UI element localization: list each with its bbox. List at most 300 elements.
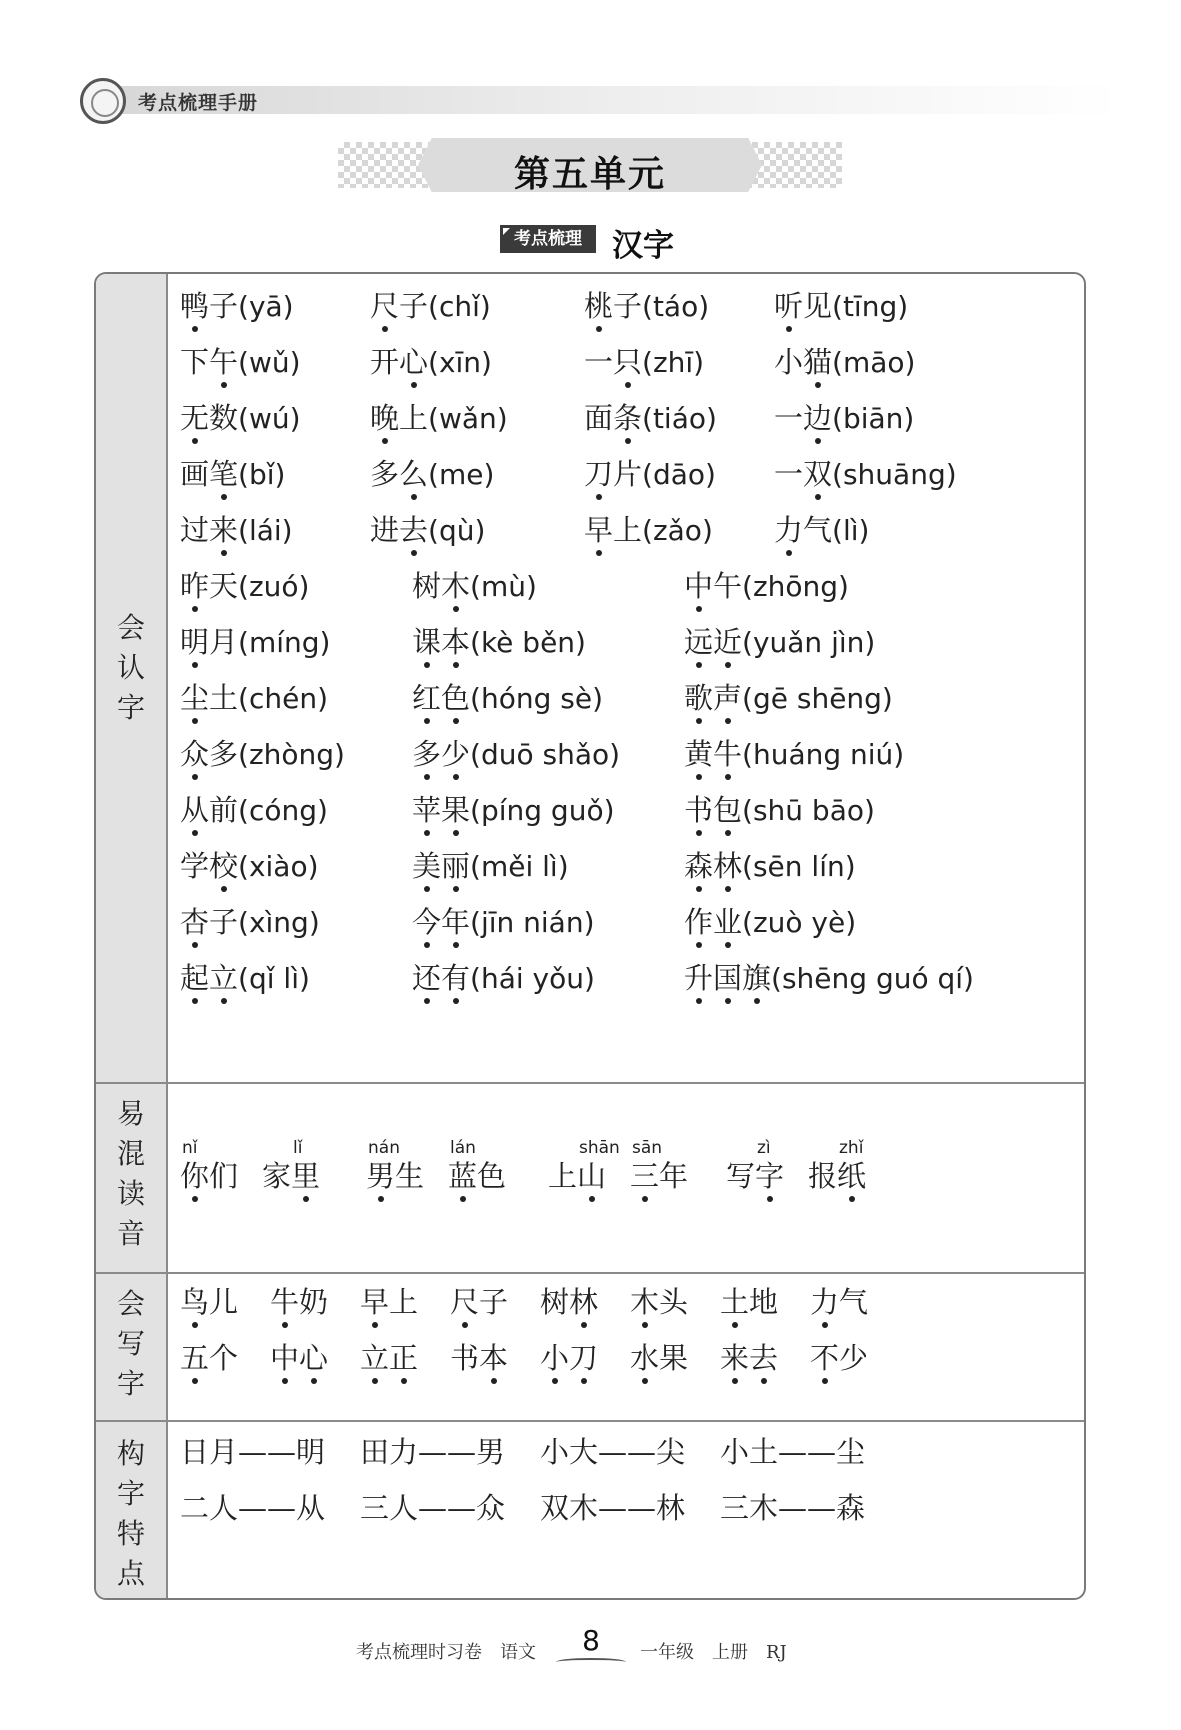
pinyin: (māo) — [832, 346, 916, 379]
vocab-entry — [412, 790, 615, 831]
hanzi-char: 去 — [399, 510, 428, 550]
hanzi-char: 旗 — [742, 958, 771, 998]
pinyin: (chén) — [238, 682, 328, 715]
hanzi-char: 苹 — [412, 790, 441, 830]
vocab-entry — [412, 958, 595, 999]
hanzi-char: 里 — [291, 1156, 320, 1196]
hanzi-char: 森 — [684, 846, 713, 886]
label-char: 点 — [116, 1557, 145, 1590]
hanzi-char: 书 — [684, 790, 713, 830]
hanzi-char: 蓝 — [448, 1156, 477, 1196]
vocab-entry — [370, 286, 491, 327]
hanzi-char: 明 — [180, 622, 209, 662]
label-char: 会 — [116, 1287, 145, 1320]
vocab-entry — [774, 510, 869, 551]
composition-formula: 三木——森 — [720, 1491, 866, 1525]
vocab-entry — [412, 678, 603, 719]
column-divider — [166, 274, 168, 1598]
hanzi-char: 见 — [803, 289, 833, 323]
writing-word — [720, 1338, 778, 1378]
label-char: 会 — [116, 611, 145, 644]
writing-word — [810, 1282, 868, 1322]
hanzi-char: 上 — [399, 401, 429, 435]
vocab-entry — [684, 902, 856, 943]
hanzi-char: 家 — [262, 1159, 292, 1193]
hanzi-char: 木 — [630, 1282, 659, 1322]
writing-word — [360, 1282, 418, 1322]
composition-formula: 双木——林 — [540, 1491, 686, 1525]
vocab-entry — [684, 622, 875, 663]
hanzi-char: 山 — [577, 1156, 606, 1196]
label-huixiezi — [96, 1284, 166, 1404]
label-huirenzi — [96, 608, 166, 728]
vocab-entry — [412, 622, 586, 663]
writing-word — [360, 1338, 418, 1378]
hanzi-char: 写 — [726, 1159, 756, 1193]
vocab-entry — [774, 398, 914, 439]
pinyin: (chǐ) — [428, 290, 491, 323]
hanzi-char: 尘 — [180, 678, 209, 718]
label-char: 写 — [116, 1327, 145, 1360]
vocab-entry — [412, 566, 537, 607]
hanzi-char: 前 — [209, 793, 239, 827]
pinyin: (qǐ lì) — [238, 962, 310, 995]
pinyin-annotation: zhǐ — [839, 1138, 864, 1158]
writing-word — [180, 1338, 238, 1378]
pinyin: (xìng) — [238, 906, 320, 939]
hanzi-char: 一 — [774, 401, 804, 435]
hanzi-char: 国 — [713, 958, 742, 998]
confusing-word — [366, 1138, 425, 1196]
confusing-word — [808, 1138, 867, 1196]
hanzi-char: 尺 — [450, 1282, 479, 1322]
hanzi-char: 多 — [412, 734, 441, 774]
pinyin-annotation: sān — [632, 1138, 663, 1158]
hanzi-char: 早 — [360, 1282, 389, 1322]
hanzi-char: 去 — [749, 1338, 778, 1378]
hanzi-char: 牛 — [270, 1282, 299, 1322]
vocab-entry — [370, 342, 492, 383]
confusing-word — [548, 1138, 620, 1196]
vocab-entry — [684, 678, 893, 719]
vocab-entry — [180, 902, 320, 943]
hanzi-char: 天 — [209, 569, 239, 603]
vocab-entry — [584, 510, 713, 551]
writing-word — [450, 1338, 508, 1378]
hanzi-char: 刀 — [584, 454, 613, 494]
pinyin: (shū bāo) — [742, 794, 875, 827]
hanzi-char: 边 — [803, 398, 832, 438]
writing-word — [450, 1282, 508, 1322]
hanzi-char: 晚 — [370, 398, 399, 438]
hanzi-char: 小 — [540, 1338, 569, 1378]
writing-word — [810, 1338, 868, 1378]
pinyin-annotation: nán — [368, 1138, 400, 1158]
vocab-entry — [684, 846, 856, 887]
hanzi-char: 土 — [209, 681, 239, 715]
hanzi-char: 从 — [180, 790, 209, 830]
hanzi-char: 色 — [477, 1159, 507, 1193]
hanzi-char: 力 — [774, 510, 803, 550]
hanzi-char: 昨 — [180, 566, 209, 606]
page-number: 8 — [582, 1624, 600, 1657]
hanzi-char: 多 — [209, 737, 239, 771]
hanzi-char: 双 — [803, 454, 832, 494]
footer-right: 一年级 上册 RJ — [640, 1642, 787, 1663]
pinyin: (xīn) — [428, 346, 492, 379]
hanzi-char: 今 — [412, 902, 441, 942]
hanzi-char: 树 — [540, 1285, 570, 1319]
hanzi-char: 果 — [441, 790, 470, 830]
hanzi-char: 画 — [180, 457, 210, 491]
pinyin: (zuó) — [238, 570, 310, 603]
hanzi-char: 林 — [713, 846, 742, 886]
writing-word — [180, 1282, 238, 1322]
label-char: 字 — [116, 691, 145, 724]
vocab-entry — [412, 902, 595, 943]
hanzi-char: 包 — [713, 790, 742, 830]
hanzi-char: 午 — [713, 569, 743, 603]
hanzi-char: 男 — [366, 1156, 395, 1196]
hanzi-char: 色 — [441, 678, 470, 718]
hanzi-char: 杏 — [180, 902, 209, 942]
hanzi-char: 儿 — [209, 1285, 239, 1319]
hanzi-char: 一 — [774, 457, 804, 491]
pinyin: (huáng niú) — [742, 738, 905, 771]
row-divider — [96, 1272, 1084, 1274]
hanzi-char: 远 — [684, 622, 713, 662]
hanzi-char: 只 — [613, 342, 642, 382]
hanzi-char: 心 — [299, 1338, 328, 1378]
pinyin: (wǔ) — [238, 346, 301, 379]
hanzi-char: 么 — [399, 454, 428, 494]
section-title: 汉字 — [612, 228, 674, 264]
hanzi-char: 果 — [659, 1341, 689, 1375]
composition-formula: 小土——尘 — [720, 1435, 866, 1469]
hanzi-char: 丽 — [441, 846, 470, 886]
confusing-word — [726, 1138, 785, 1196]
hanzi-char: 作 — [684, 902, 713, 942]
pinyin: (lì) — [832, 514, 870, 547]
label-char: 音 — [116, 1217, 145, 1250]
pinyin: (qù) — [428, 514, 486, 547]
confusing-word — [630, 1138, 689, 1196]
hanzi-char: 力 — [810, 1282, 839, 1322]
pinyin: (shuāng) — [832, 458, 957, 491]
hanzi-char: 多 — [370, 457, 400, 491]
hanzi-char: 子 — [479, 1285, 509, 1319]
pinyin: (míng) — [238, 626, 331, 659]
label-char: 易 — [116, 1097, 145, 1130]
hanzi-char: 立 — [209, 958, 238, 998]
footer-left: 考点梳理时习卷 语文 — [356, 1642, 536, 1663]
pinyin: (kè běn) — [470, 626, 586, 659]
hanzi-char: 学 — [180, 849, 210, 883]
hanzi-char: 报 — [808, 1159, 838, 1193]
hanzi-char: 少 — [839, 1341, 869, 1375]
hanzi-char: 纸 — [837, 1156, 866, 1196]
hanzi-char: 午 — [209, 342, 238, 382]
vocab-entry — [180, 398, 301, 439]
pinyin-annotation: lǐ — [293, 1138, 303, 1158]
hanzi-char: 过 — [180, 513, 210, 547]
label-char: 字 — [116, 1477, 145, 1510]
hanzi-char: 年 — [441, 902, 470, 942]
vocab-entry — [370, 398, 508, 439]
vocab-entry — [584, 342, 704, 383]
hanzi-char: 声 — [713, 678, 742, 718]
row-divider — [96, 1420, 1084, 1422]
vocab-entry — [180, 678, 328, 719]
label-char: 构 — [116, 1437, 145, 1470]
hanzi-char: 数 — [209, 401, 239, 435]
pinyin: (zhī) — [642, 346, 705, 379]
vocab-entry — [774, 454, 957, 495]
hanzi-char: 美 — [412, 846, 441, 886]
hanzi-char: 树 — [412, 569, 442, 603]
hanzi-char: 生 — [395, 1159, 425, 1193]
hanzi-char: 黄 — [684, 734, 713, 774]
writing-word — [630, 1282, 688, 1322]
hanzi-char: 本 — [479, 1338, 508, 1378]
composition-formula: 日月——明 — [180, 1435, 326, 1469]
hanzi-char: 头 — [659, 1285, 689, 1319]
unit-title: 第五单元 — [513, 153, 666, 195]
confusing-word — [448, 1138, 507, 1196]
hanzi-char: 气 — [803, 513, 833, 547]
hanzi-char: 还 — [412, 958, 441, 998]
pinyin-annotation: zì — [757, 1138, 771, 1158]
hanzi-char: 笔 — [209, 454, 238, 494]
vocab-entry — [370, 510, 485, 551]
pinyin: (hóng sè) — [470, 682, 603, 715]
pinyin: (hái yǒu) — [470, 962, 595, 995]
hanzi-char: 水 — [630, 1338, 659, 1378]
hanzi-char: 子 — [399, 289, 429, 323]
hanzi-char: 开 — [370, 345, 400, 379]
vocab-entry — [180, 790, 328, 831]
hanzi-char: 木 — [441, 566, 470, 606]
book-icon — [556, 1658, 626, 1666]
hanzi-char: 有 — [441, 958, 470, 998]
hanzi-char: 众 — [180, 734, 209, 774]
hanzi-char: 地 — [749, 1285, 779, 1319]
hanzi-char: 本 — [441, 622, 470, 662]
vocab-entry — [584, 286, 709, 327]
header-title: 考点梳理手册 — [138, 92, 259, 114]
vocab-entry — [584, 398, 717, 439]
hanzi-char: 上 — [389, 1285, 419, 1319]
hanzi-char: 年 — [659, 1159, 689, 1193]
hanzi-char: 子 — [613, 289, 643, 323]
pinyin: (gē shēng) — [742, 682, 893, 715]
hanzi-char: 个 — [209, 1341, 239, 1375]
hanzi-char: 校 — [209, 846, 238, 886]
pinyin: (tīng) — [832, 290, 909, 323]
composition-formula: 三人——众 — [360, 1491, 506, 1525]
pinyin: (lái) — [238, 514, 293, 547]
pinyin: (jīn nián) — [470, 906, 595, 939]
page-footer — [0, 1624, 1181, 1674]
hanzi-char: 不 — [810, 1338, 839, 1378]
hanzi-char: 业 — [713, 902, 742, 942]
pinyin: (zhōng) — [742, 570, 849, 603]
hanzi-char: 来 — [720, 1338, 749, 1378]
pinyin: (píng guǒ) — [470, 794, 615, 827]
pinyin: (cóng) — [238, 794, 328, 827]
page-header — [80, 78, 1080, 122]
pinyin: (me) — [428, 458, 495, 491]
hanzi-char: 正 — [389, 1338, 418, 1378]
vocab-entry — [180, 454, 285, 495]
vocab-entry — [180, 510, 293, 551]
hanzi-char: 字 — [755, 1156, 784, 1196]
pinyin: (xiào) — [238, 850, 319, 883]
hanzi-char: 奶 — [299, 1285, 329, 1319]
pinyin: (zuò yè) — [742, 906, 857, 939]
unit-banner — [338, 138, 842, 195]
hanzi-char: 尺 — [370, 286, 399, 326]
writing-word — [270, 1338, 328, 1378]
hanzi-char: 们 — [209, 1159, 239, 1193]
vocab-entry — [180, 734, 345, 775]
pinyin: (shēng guó qí) — [771, 962, 974, 995]
hanzi-char: 你 — [180, 1156, 209, 1196]
hanzi-char: 近 — [713, 622, 742, 662]
label-char: 认 — [116, 651, 145, 684]
pinyin: (bǐ) — [238, 458, 286, 491]
hanzi-char: 牛 — [713, 734, 742, 774]
hanzi-char: 上 — [613, 513, 643, 547]
hanzi-char: 小 — [774, 345, 804, 379]
writing-word — [540, 1338, 598, 1378]
vocab-entry — [180, 622, 330, 663]
label-yihun — [96, 1094, 166, 1254]
pinyin: (wú) — [238, 402, 301, 435]
pinyin-annotation: shān — [579, 1138, 620, 1158]
vocab-entry — [684, 734, 904, 775]
row-divider — [96, 1082, 1084, 1084]
label-gouzi — [96, 1434, 166, 1594]
hanzi-char: 早 — [584, 510, 613, 550]
hanzi-char: 子 — [209, 905, 239, 939]
hanzi-char: 三 — [630, 1156, 659, 1196]
pinyin: (biān) — [832, 402, 915, 435]
label-char: 混 — [116, 1137, 145, 1170]
vocab-entry — [584, 454, 716, 495]
vocab-entry — [180, 286, 294, 327]
hanzi-char: 片 — [613, 457, 643, 491]
hanzi-char: 进 — [370, 513, 400, 547]
pinyin: (zhòng) — [238, 738, 345, 771]
hanzi-char: 月 — [209, 625, 239, 659]
pinyin: (táo) — [642, 290, 710, 323]
header-bar — [120, 86, 1120, 114]
pinyin: (mù) — [470, 570, 537, 603]
pinyin-annotation: lán — [450, 1138, 476, 1158]
hanzi-char: 听 — [774, 286, 803, 326]
pinyin: (yuǎn jìn) — [742, 626, 876, 659]
vocab-entry — [684, 566, 849, 607]
hanzi-char: 课 — [412, 622, 441, 662]
writing-word — [270, 1282, 328, 1322]
vocab-entry — [180, 958, 310, 999]
vocab-entry — [684, 958, 974, 999]
vocab-entry — [180, 846, 319, 887]
pinyin: (zǎo) — [642, 514, 713, 547]
hanzi-char: 来 — [209, 510, 238, 550]
hanzi-char: 立 — [360, 1338, 389, 1378]
hanzi-char: 刀 — [569, 1338, 598, 1378]
hanzi-char: 面 — [584, 401, 614, 435]
hanzi-char: 五 — [180, 1338, 209, 1378]
hanzi-char: 中 — [270, 1338, 299, 1378]
label-char: 字 — [116, 1367, 145, 1400]
hanzi-table — [94, 272, 1086, 1600]
hanzi-char: 下 — [180, 345, 210, 379]
label-char: 特 — [116, 1517, 145, 1550]
hanzi-char: 林 — [569, 1282, 598, 1322]
writing-word — [540, 1282, 598, 1322]
hanzi-char: 无 — [180, 398, 209, 438]
hanzi-char: 一 — [584, 345, 614, 379]
hanzi-char: 鸟 — [180, 1282, 209, 1322]
hanzi-char: 书 — [450, 1341, 480, 1375]
writing-word — [720, 1282, 778, 1322]
hanzi-char: 条 — [613, 398, 642, 438]
section-tag: 考点梳理 — [500, 225, 596, 253]
vocab-entry — [412, 846, 569, 887]
hanzi-char: 上 — [548, 1159, 578, 1193]
pinyin: (yā) — [238, 290, 294, 323]
hanzi-char: 升 — [684, 958, 713, 998]
pinyin: (sēn lín) — [742, 850, 856, 883]
hanzi-char: 鸭 — [180, 286, 209, 326]
composition-formula: 田力——男 — [360, 1435, 506, 1469]
writing-word — [630, 1338, 688, 1378]
confusing-word — [262, 1138, 321, 1196]
hanzi-char: 中 — [684, 566, 713, 606]
vocab-entry — [370, 454, 494, 495]
hanzi-char: 土 — [720, 1282, 749, 1322]
pinyin-annotation: nǐ — [182, 1138, 198, 1158]
pinyin: (tiáo) — [642, 402, 717, 435]
hanzi-char: 起 — [180, 958, 209, 998]
vocab-entry — [412, 734, 620, 775]
vocab-entry — [684, 790, 875, 831]
composition-formula: 二人——从 — [180, 1491, 326, 1525]
label-char: 读 — [116, 1177, 145, 1210]
composition-formula: 小大——尖 — [540, 1435, 686, 1469]
hanzi-char: 气 — [839, 1285, 869, 1319]
pinyin: (wǎn) — [428, 402, 508, 435]
pinyin: (dāo) — [642, 458, 716, 491]
publisher-logo-icon — [80, 78, 126, 124]
hanzi-char: 红 — [412, 678, 441, 718]
pinyin: (měi lì) — [470, 850, 569, 883]
confusing-word — [180, 1138, 239, 1196]
hanzi-char: 歌 — [684, 678, 713, 718]
pinyin: (duō shǎo) — [470, 738, 621, 771]
hanzi-char: 少 — [441, 734, 470, 774]
vocab-entry — [180, 342, 301, 383]
hanzi-char: 心 — [399, 342, 428, 382]
hanzi-char: 子 — [209, 289, 239, 323]
hanzi-char: 猫 — [803, 342, 832, 382]
vocab-entry — [774, 286, 908, 327]
hanzi-char: 桃 — [584, 286, 613, 326]
vocab-entry — [774, 342, 915, 383]
